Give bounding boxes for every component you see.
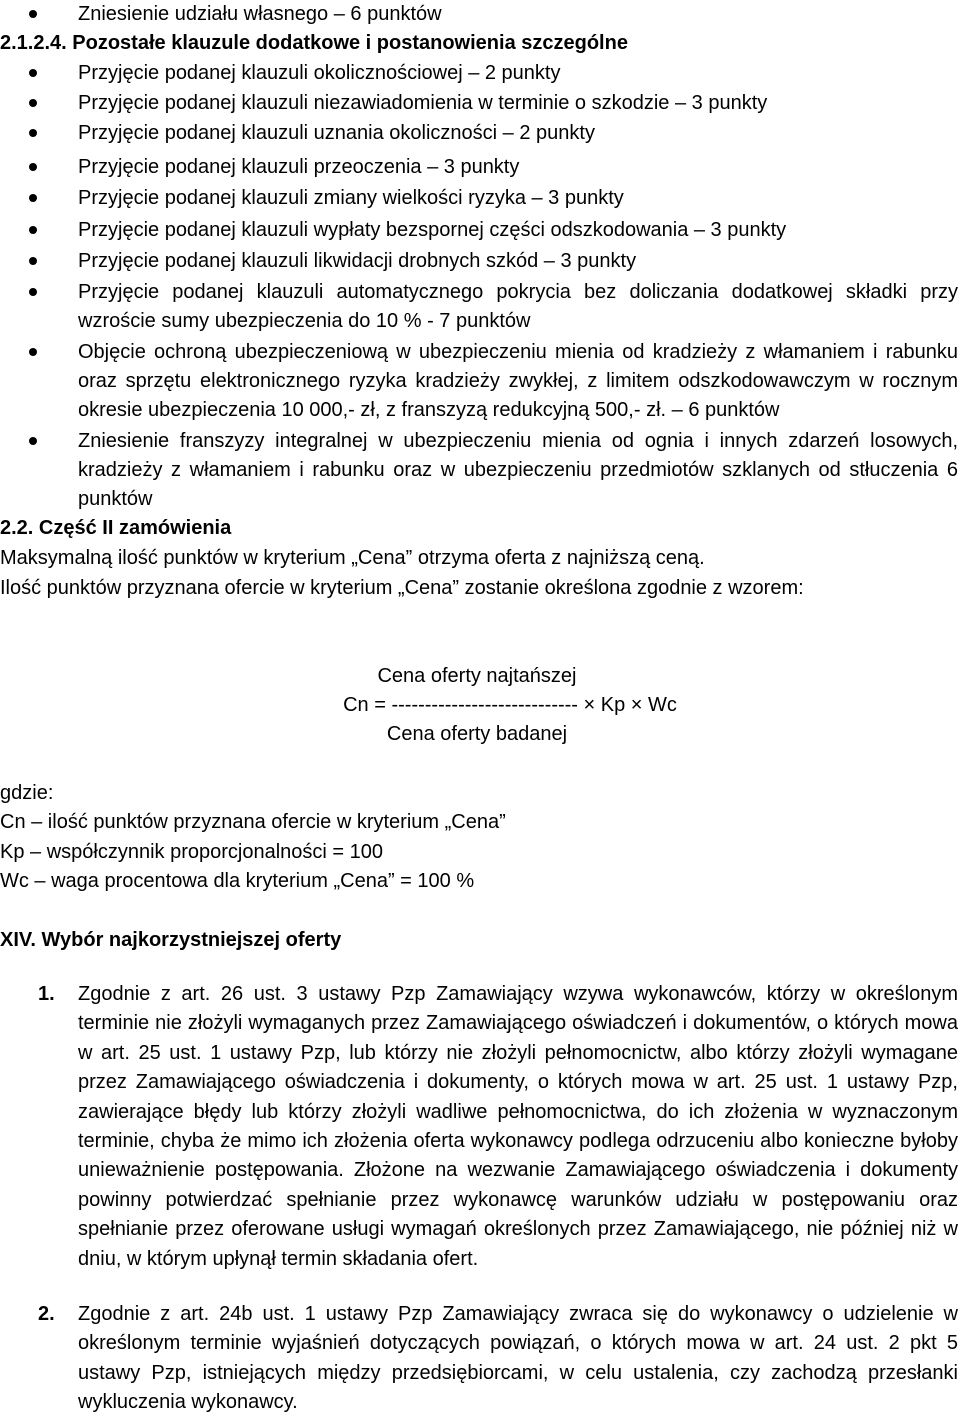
list-item-text: Przyjęcie podanej klauzuli przeoczenia – 3 punkty	[78, 156, 520, 178]
list-item	[0, 119, 958, 148]
bullet-icon	[29, 257, 37, 265]
section-heading: 2.1.2.4. Pozostałe klauzule dodatkowe i postanowienia szczególne	[0, 32, 628, 54]
where-line: Wc – waga procentowa dla kryterium „Cena” = 100 %	[0, 870, 475, 892]
formula-denominator	[0, 720, 960, 749]
bullet-icon	[29, 226, 37, 234]
list-item	[0, 153, 958, 182]
list-item-text: Objęcie ochroną ubezpieczeniową w ubezpieczeniu mienia od kradzieży z włamaniem i rabunku oraz sprzętu elektronicznego ryzyka kradzieży zwykłej, z limitem odszkodowawczym w rocznym okresie ubezpieczenia 10 000,- zł, z franszyzą redukcyjną 500,- zł. – 6 punktów	[78, 341, 958, 422]
list-item-text: Przyjęcie podanej klauzuli wypłaty bezspornej części odszkodowania – 3 punkty	[78, 219, 787, 241]
list-item	[0, 278, 958, 336]
formula-main-text: Cn = ---------------------------- × Kp × Wc	[343, 694, 677, 716]
list-item-text: Przyjęcie podanej klauzuli okolicznościowej – 2 punkty	[78, 62, 561, 84]
list-item-text: Przyjęcie podanej klauzuli automatycznego pokrycia bez doliczania dodatkowej składki przy wzroście sumy ubezpieczenia do 10 % - 7 punktów	[78, 281, 958, 333]
list-item-text: Zniesienie udziału własnego – 6 punktów	[78, 3, 442, 25]
list-item-text: Przyjęcie podanej klauzuli zmiany wielkości ryzyka – 3 punkty	[78, 187, 624, 209]
list-item-text: Przyjęcie podanej klauzuli niezawiadomienia w terminie o szkodzie – 3 punkty	[78, 92, 768, 114]
list-item-text: Zniesienie franszyzy integralnej w ubezpieczeniu mienia od ognia i innych zdarzeń losowych, kradzieży z włamaniem i rabunku oraz w ubezpieczeniu przedmiotów szklanych od stłuczenia 6 punktów	[78, 430, 958, 511]
bullet-icon	[29, 194, 37, 202]
bullet-icon	[29, 129, 37, 137]
list-item	[0, 338, 958, 426]
bullet-icon	[29, 10, 37, 18]
list-item	[0, 59, 958, 88]
paragraph: Maksymalną ilość punktów w kryterium „Cena” otrzyma oferta z najniższą ceną.	[0, 547, 705, 569]
list-item	[0, 0, 958, 29]
item-number: 2.	[38, 1303, 55, 1325]
list-item-text: Przyjęcie podanej klauzuli uznania okoliczności – 2 punkty	[78, 122, 595, 144]
section-heading: 2.2. Część II zamówienia	[0, 517, 232, 539]
bullet-icon	[29, 348, 37, 356]
item-number: 1.	[38, 983, 55, 1005]
bullet-icon	[29, 288, 37, 296]
list-item	[0, 184, 958, 213]
where-line: Kp – współczynnik proporcjonalności = 100	[0, 841, 383, 863]
where-label: gdzie:	[0, 782, 54, 804]
item-text: Zgodnie z art. 26 ust. 3 ustawy Pzp Zamawiający wzywa wykonawców, którzy w określonym terminie nie złożyli wymaganych przez Zamawiającego oświadczeń i dokumentów, o których mowa w art. 25 ust. 1 ustawy Pzp, lub którzy nie złożyli pełnomocnictw, albo którzy złożyli wymagane przez Zamawiającego oświadczenia i dokumenty, o których mowa w art. 25 ust. 1 ustawy Pzp, zawierające błędy lub którzy złożyli wadliwe pełnomocnictwa, do ich złożenia w wyznaczonym terminie, chyba że mimo ich złożenia oferta wykonawcy podlega odrzuceniu albo konieczne byłoby unieważnienie postępowania. Złożone na wezwanie Zamawiającego oświadczenia i dokumenty powinny potwierdzać spełnianie przez wykonawcę warunków udziału w postępowaniu oraz spełnianie przez oferowane usługi wymagań określonych przez Zamawiającego, nie później niż w dniu, w którym upłynął termin składania ofert.	[78, 983, 958, 1270]
where-line: Cn – ilość punktów przyznana ofercie w kryterium „Cena”	[0, 811, 506, 833]
bullet-icon	[29, 69, 37, 77]
numbered-item	[0, 1300, 958, 1418]
numbered-item	[0, 980, 958, 1274]
formula-denominator-text: Cena oferty badanej	[386, 723, 568, 745]
paragraph: Ilość punktów przyznana ofercie w kryterium „Cena” zostanie określona zgodnie z wzorem:	[0, 577, 804, 599]
bullet-icon	[29, 437, 37, 445]
formula-numerator-text: Cena oferty najtańszej	[377, 665, 577, 687]
list-item	[0, 247, 958, 276]
formula-main	[0, 691, 960, 720]
item-text: Zgodnie z art. 24b ust. 1 ustawy Pzp Zamawiający zwraca się do wykonawcy o udzielenie w określonym terminie wyjaśnień dotyczących powiązań, o których mowa w art. 24 ust. 2 pkt 5 ustawy Pzp, istniejących między przedsiębiorcami, w celu ustalenia, czy zachodzą przesłanki wykluczenia wykonawcy.	[78, 1303, 958, 1414]
list-item	[0, 216, 958, 245]
list-item-text: Przyjęcie podanej klauzuli likwidacji drobnych szkód – 3 punkty	[78, 250, 637, 272]
formula-numerator	[0, 662, 960, 691]
list-item	[0, 89, 958, 118]
section-heading: XIV. Wybór najkorzystniejszej oferty	[0, 929, 342, 951]
list-item	[0, 427, 958, 515]
bullet-icon	[29, 99, 37, 107]
bullet-icon	[29, 163, 37, 171]
